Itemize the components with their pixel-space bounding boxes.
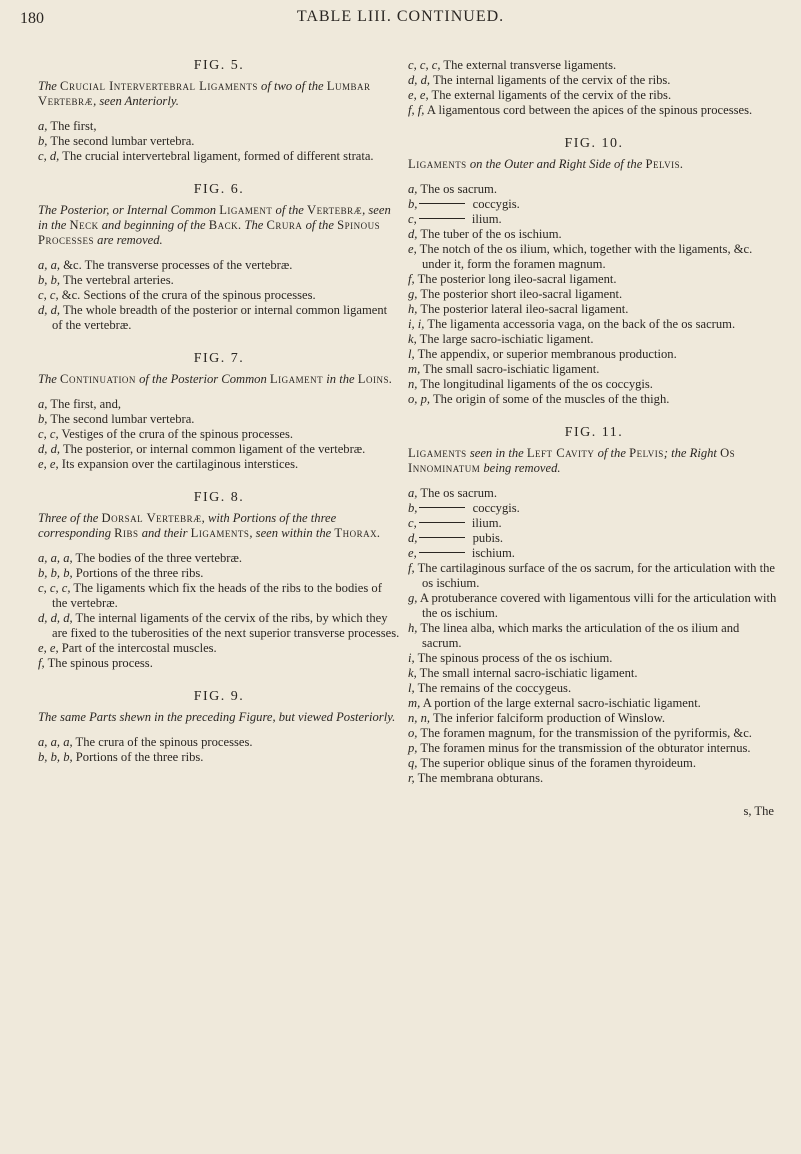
legend-item	[408, 756, 780, 771]
caption-part: Ligament	[269, 372, 324, 386]
figure-section	[408, 136, 780, 407]
legend-text: The first, and,	[47, 397, 122, 411]
caption-part: of the	[594, 446, 630, 460]
legend-key: c, c,	[38, 427, 59, 441]
caption-part: on the Outer and Right Side of the	[466, 157, 646, 171]
legend-key: b, b, b,	[38, 566, 73, 580]
legend-text: The second lumbar vertebra.	[47, 412, 195, 426]
legend-text: The superior oblique sinus of the foramen thyroideum.	[417, 756, 696, 770]
legend-item	[408, 741, 780, 756]
legend-key: p,	[408, 741, 418, 755]
legend-key: d, d,	[408, 73, 431, 87]
caption-part: .	[388, 372, 393, 386]
figure-section	[38, 58, 400, 164]
legend-text: The internal ligaments of the cervix of the ribs.	[430, 73, 671, 87]
legend-item	[38, 427, 400, 442]
catchword: s, The	[743, 804, 774, 818]
legend-text: The external transverse ligaments.	[440, 58, 617, 72]
legend-item	[408, 486, 780, 501]
legend-text: The spinous process.	[44, 656, 153, 670]
legend-text: ilium.	[468, 212, 502, 226]
legend-text: The vertebral arteries.	[60, 273, 174, 287]
running-head: TABLE LIII. CONTINUED.	[296, 8, 505, 25]
legend-key: c,	[408, 516, 417, 530]
legend-item	[408, 362, 780, 377]
legend-text: The posterior, or internal common ligament of the vertebræ.	[60, 442, 366, 456]
legend-key: c, c, c,	[38, 581, 71, 595]
figure-section	[408, 425, 780, 786]
legend-text: The first,	[47, 119, 97, 133]
caption-part: Loins	[357, 372, 389, 386]
legend-text: ilium.	[468, 516, 502, 530]
legend-item	[408, 302, 780, 317]
legend-item	[408, 696, 780, 711]
legend-text: The small sacro-ischiatic ligament.	[420, 362, 600, 376]
figure-caption	[38, 372, 400, 387]
legend-key: a, a, a,	[38, 551, 73, 565]
figure-section	[38, 490, 400, 671]
figure-heading: FIG. 5.	[193, 58, 245, 73]
legend-item	[408, 58, 780, 73]
caption-part: Spinous Processes	[38, 218, 381, 247]
caption-part: of the	[272, 203, 308, 217]
ditto-dash	[419, 218, 465, 219]
legend-item	[408, 591, 780, 621]
legend-text: The posterior short ileo-sacral ligament.	[417, 287, 623, 301]
legend-item	[408, 197, 780, 212]
legend-key: l,	[408, 681, 415, 695]
legend-key: b,	[38, 134, 48, 148]
caption-part: Ligaments	[408, 157, 467, 171]
legend-key: i,	[408, 651, 415, 665]
legend-text: The external ligaments of the cervix of the ribs.	[428, 88, 672, 102]
legend-item	[408, 711, 780, 726]
legend-key: h,	[408, 621, 418, 635]
legend-text: Vestiges of the crura of the spinous processes.	[58, 427, 294, 441]
legend-text: The membrana obturans.	[414, 771, 544, 785]
legend-key: e, e,	[408, 88, 429, 102]
legend-item	[38, 750, 400, 765]
caption-part: Ligament	[219, 203, 273, 217]
legend-item	[408, 227, 780, 242]
legend-key: g,	[408, 591, 418, 605]
figure-section	[38, 351, 400, 472]
legend-key: c,	[408, 212, 417, 226]
right-column	[408, 58, 780, 819]
legend-item	[38, 303, 400, 333]
legend-item	[408, 272, 780, 287]
legend-key: d, d,	[38, 303, 61, 317]
figure-section	[408, 58, 780, 118]
caption-part: of two of the	[257, 79, 327, 93]
legend-key: h,	[408, 302, 418, 316]
legend-key: f,	[408, 272, 415, 286]
legend-item	[408, 103, 780, 118]
ditto-dash	[419, 507, 465, 508]
caption-part: of the Posterior Common	[135, 372, 270, 386]
legend-text: A ligamentous cord between the apices of the spinous processes.	[424, 103, 753, 117]
legend-text: The bodies of the three vertebræ.	[72, 551, 243, 565]
legend-text: A protuberance covered with ligamentous villi for the articulation with the os ischium.	[417, 591, 777, 620]
legend-item	[38, 412, 400, 427]
legend-key: b,	[408, 197, 418, 211]
legend-key: l,	[408, 347, 415, 361]
legend-text: The origin of some of the muscles of the thigh.	[430, 392, 670, 406]
legend-text: Portions of the three ribs.	[72, 750, 204, 764]
legend-item	[38, 119, 400, 134]
legend-item	[38, 457, 400, 472]
legend-item	[408, 377, 780, 392]
figure-section	[38, 182, 400, 333]
legend-text: pubis.	[469, 531, 504, 545]
legend-key: e,	[408, 242, 417, 256]
caption-part: in the	[323, 372, 358, 386]
legend-text: The notch of the os ilium, which, together with the ligaments, &c. under it, form the foramen magnum.	[416, 242, 753, 271]
caption-part: , with Portions of the three corresponding	[38, 511, 337, 540]
legend-item	[408, 531, 780, 546]
legend-key: c, c,	[38, 288, 59, 302]
legend-item	[408, 501, 780, 516]
legend-item	[38, 397, 400, 412]
caption-part: seen in the	[466, 446, 527, 460]
legend-key: b, b,	[38, 273, 61, 287]
legend-item	[38, 134, 400, 149]
caption-part: Neck	[69, 218, 99, 232]
caption-part: , seen within the	[249, 526, 335, 540]
figure-heading: FIG. 11.	[564, 425, 624, 440]
legend-text: The second lumbar vertebra.	[47, 134, 195, 148]
caption-part: . The	[238, 218, 267, 232]
legend-item	[38, 273, 400, 288]
legend-item	[38, 641, 400, 656]
legend-key: a,	[408, 486, 418, 500]
figure-section	[38, 689, 400, 765]
caption-part: The Posterior, or Internal Common	[38, 203, 220, 217]
legend-key: c, d,	[38, 149, 60, 163]
caption-part: Os Innominatum	[408, 446, 736, 475]
legend-item	[38, 656, 400, 671]
legend-item	[38, 149, 400, 164]
legend-text: The appendix, or superior membranous production.	[414, 347, 677, 361]
legend-text: The ligamenta accessoria vaga, on the back of the os sacrum.	[424, 317, 736, 331]
legend-item	[408, 392, 780, 407]
legend-text: The ligaments which fix the heads of the ribs to the bodies of the vertebræ.	[52, 581, 382, 610]
legend-text: ischium.	[468, 546, 515, 560]
caption-part: Thorax	[334, 526, 378, 540]
caption-part: Three of the	[38, 511, 102, 525]
legend-text: The crucial intervertebral ligament, formed of different strata.	[59, 149, 374, 163]
legend-key: i, i,	[408, 317, 425, 331]
caption-part: of the	[302, 218, 338, 232]
figure-caption	[408, 446, 780, 476]
legend-key: f, f,	[408, 103, 425, 117]
legend-item	[408, 242, 780, 272]
legend-key: e, e,	[38, 641, 59, 655]
legend-key: d, d,	[38, 442, 61, 456]
figure-heading: FIG. 10.	[564, 136, 624, 151]
legend-item	[38, 566, 400, 581]
legend-item	[408, 347, 780, 362]
legend-text: Its expansion over the cartilaginous interstices.	[58, 457, 299, 471]
caption-part: Left Cavity	[526, 446, 595, 460]
caption-part: The	[38, 79, 61, 93]
caption-part: Back	[208, 218, 239, 232]
figure-caption	[408, 157, 780, 172]
legend-item	[38, 258, 400, 273]
legend-key: a, a,	[38, 258, 61, 272]
legend-text: The foramen magnum, for the transmission of the pyriformis, &c.	[417, 726, 752, 740]
legend-text: &c. The transverse processes of the vertebræ.	[60, 258, 293, 272]
legend-key: b, b, b,	[38, 750, 73, 764]
caption-part: and their	[138, 526, 191, 540]
legend-item	[408, 621, 780, 651]
caption-part: Ligaments	[408, 446, 467, 460]
legend-text: The internal ligaments of the cervix of the ribs, by which they are fixed to the tuberosities of the next superior transverse processes.	[52, 611, 400, 640]
caption-part: .	[377, 526, 381, 540]
caption-part: are removed.	[94, 233, 163, 247]
caption-part: Ribs	[114, 526, 139, 540]
legend-text: The large sacro-ischiatic ligament.	[416, 332, 594, 346]
legend-item	[408, 287, 780, 302]
legend-key: a,	[408, 182, 418, 196]
legend-item	[408, 182, 780, 197]
legend-text: coccygis.	[469, 501, 520, 515]
legend-key: m,	[408, 696, 421, 710]
left-column	[38, 58, 400, 783]
legend-item	[408, 561, 780, 591]
legend-item	[408, 212, 780, 227]
legend-key: n,	[408, 377, 418, 391]
legend-text: A portion of the large external sacro-ischiatic ligament.	[420, 696, 701, 710]
figure-caption	[38, 511, 400, 541]
caption-part: ; the Right	[663, 446, 721, 460]
legend-key: b,	[38, 412, 48, 426]
caption-part: Vertebræ	[307, 203, 363, 217]
caption-part: Pelvis	[629, 446, 664, 460]
caption-part: Lumbar Vertebræ	[38, 79, 371, 108]
legend-text: coccygis.	[469, 197, 520, 211]
legend-key: n, n,	[408, 711, 431, 725]
caption-part: , seen in the	[38, 203, 391, 232]
legend-item	[408, 332, 780, 347]
caption-part: , seen Anteriorly.	[93, 94, 179, 108]
figure-heading: FIG. 7.	[193, 351, 245, 366]
ditto-dash	[419, 537, 465, 538]
caption-part: Dorsal Vertebræ	[101, 511, 202, 525]
legend-item	[38, 551, 400, 566]
legend-text: The inferior falciform production of Winslow.	[430, 711, 666, 725]
legend-text: The posterior lateral ileo-sacral ligament.	[417, 302, 629, 316]
page-number: 180	[20, 10, 44, 27]
legend-item	[408, 681, 780, 696]
legend-key: m,	[408, 362, 421, 376]
legend-key: d,	[408, 227, 418, 241]
caption-part: .	[680, 157, 684, 171]
caption-part: Crucial Intervertebral Ligaments	[60, 79, 258, 93]
caption-part: Ligaments	[190, 526, 250, 540]
legend-item	[408, 88, 780, 103]
legend-item	[408, 651, 780, 666]
legend-key: r,	[408, 771, 415, 785]
legend-item	[408, 771, 780, 786]
legend-key: f,	[408, 561, 415, 575]
legend-text: Portions of the three ribs.	[72, 566, 204, 580]
ditto-dash	[419, 522, 465, 523]
ditto-dash	[419, 203, 465, 204]
legend-text: The foramen minus for the transmission of the obturator internus.	[417, 741, 751, 755]
legend-key: e,	[408, 546, 417, 560]
legend-text: The whole breadth of the posterior or internal common ligament of the vertebræ.	[52, 303, 388, 332]
legend-key: o, p,	[408, 392, 431, 406]
caption-part: Pelvis	[645, 157, 681, 171]
legend-item	[408, 546, 780, 561]
legend-item	[38, 288, 400, 303]
caption-part: being removed.	[480, 461, 561, 475]
legend-key: d,	[408, 531, 418, 545]
legend-text: The crura of the spinous processes.	[72, 735, 253, 749]
legend-key: a,	[38, 119, 48, 133]
legend-key: q,	[408, 756, 418, 770]
legend-key: c, c, c,	[408, 58, 441, 72]
figure-caption	[38, 203, 400, 248]
legend-key: b,	[408, 501, 418, 515]
legend-key: e, e,	[38, 457, 59, 471]
legend-text: The linea alba, which marks the articulation of the os ilium and sacrum.	[417, 621, 740, 650]
legend-item	[38, 735, 400, 750]
legend-key: d, d, d,	[38, 611, 73, 625]
legend-item	[408, 317, 780, 332]
legend-key: a,	[38, 397, 48, 411]
legend-key: o,	[408, 726, 418, 740]
legend-text: The small internal sacro-ischiatic ligament.	[416, 666, 638, 680]
legend-item	[38, 611, 400, 641]
legend-text: The spinous process of the os ischium.	[414, 651, 613, 665]
legend-text: The posterior long ileo-sacral ligament.	[414, 272, 617, 286]
caption-part: Continuation	[60, 372, 136, 386]
legend-item	[408, 516, 780, 531]
figure-heading: FIG. 6.	[193, 182, 245, 197]
legend-item	[38, 442, 400, 457]
legend-text: The cartilaginous surface of the os sacrum, for the articulation with the os ischium.	[414, 561, 775, 590]
figure-caption	[38, 79, 400, 109]
legend-text: The longitudinal ligaments of the os coccygis.	[417, 377, 653, 391]
caption-part: Crura	[266, 218, 303, 232]
legend-text: The os sacrum.	[417, 182, 497, 196]
legend-key: a, a, a,	[38, 735, 73, 749]
legend-key: k,	[408, 332, 417, 346]
legend-key: g,	[408, 287, 418, 301]
legend-text: Part of the intercostal muscles.	[58, 641, 217, 655]
legend-key: f,	[38, 656, 45, 670]
legend-text: The os sacrum.	[417, 486, 497, 500]
ditto-dash	[419, 552, 465, 553]
legend-item	[38, 581, 400, 611]
legend-key: k,	[408, 666, 417, 680]
caption-part: The	[38, 372, 61, 386]
caption-part: and beginning of the	[98, 218, 209, 232]
legend-text: The remains of the coccygeus.	[414, 681, 572, 695]
legend-item	[408, 666, 780, 681]
legend-text: The tuber of the os ischium.	[417, 227, 562, 241]
figure-caption	[38, 710, 400, 725]
legend-item	[408, 726, 780, 741]
figure-heading: FIG. 8.	[193, 490, 245, 505]
figure-heading: FIG. 9.	[193, 689, 245, 704]
legend-text: &c. Sections of the crura of the spinous processes.	[58, 288, 316, 302]
caption-part: The same Parts shewn in the preceding Figure, but viewed Posteriorly.	[38, 710, 396, 724]
legend-item	[408, 73, 780, 88]
